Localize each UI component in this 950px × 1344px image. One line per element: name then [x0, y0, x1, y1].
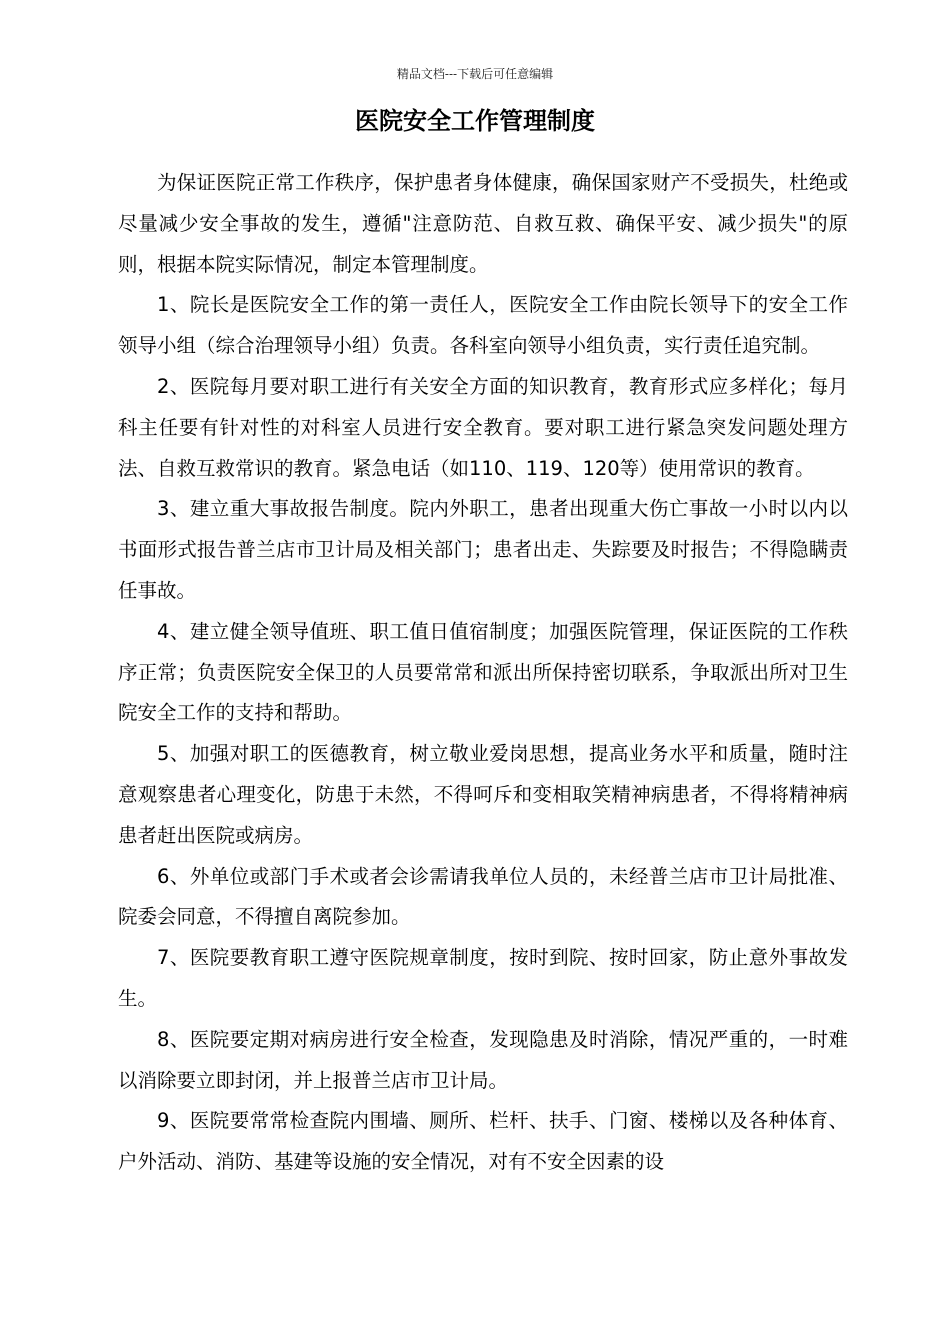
paragraph-item-9: 9、医院要常常检查院内围墙、厕所、栏杆、扶手、门窗、楼梯以及各种体育、户外活动、消防、基建等设施的安全情况，对有不安全因素的设 [118, 1109, 848, 1174]
document-body [118, 163, 848, 1183]
paragraph-item-3: 3、建立重大事故报告制度。院内外职工，患者出现重大伤亡事故一小时以内以书面形式报告普兰店市卫计局及相关部门；患者出走、失踪要及时报告；不得隐瞒责任事故。 [118, 497, 848, 602]
paragraph-intro: 为保证医院正常工作秩序，保护患者身体健康，确保国家财产不受损失，杜绝或尽量减少安全事故的发生，遵循"注意防范、自救互救、确保平安、减少损失"的原则，根据本院实际情况，制定本管理制度。 [118, 171, 848, 276]
paragraph-item-6: 6、外单位或部门手术或者会诊需请我单位人员的，未经普兰店市卫计局批准、院委会同意，不得擅自离院参加。 [118, 864, 848, 929]
header-note: 精品文档---下载后可任意编辑 [396, 67, 554, 81]
paragraph-item-7: 7、医院要教育职工遵守医院规章制度，按时到院、按时回家，防止意外事故发生。 [118, 946, 848, 1010]
paragraph-item-8: 8、医院要定期对病房进行安全检查，发现隐患及时消除，情况严重的，一时难以消除要立即封闭，并上报普兰店市卫计局。 [118, 1027, 848, 1092]
paragraph-item-5: 5、加强对职工的医德教育，树立敬业爱岗思想，提高业务水平和质量，随时注意观察患者心理变化，防患于未然，不得呵斥和变相取笑精神病患者，不得将精神病患者赶出医院或病房。 [118, 742, 848, 847]
paragraph-item-2: 2、医院每月要对职工进行有关安全方面的知识教育，教育形式应多样化；每月科主任要有针对性的对科室人员进行安全教育。要对职工进行紧急突发问题处理方法、自救互救常识的教育。紧急电话（如110、119、120等）使用常识的教育。 [118, 374, 848, 480]
paragraph-item-1: 1、院长是医院安全工作的第一责任人，医院安全工作由院长领导下的安全工作领导小组（综合治理领导小组）负责。各科室向领导小组负责，实行责任追究制。 [118, 293, 848, 358]
paragraph-item-4: 4、建立健全领导值班、职工值日值宿制度；加强医院管理，保证医院的工作秩序正常；负责医院安全保卫的人员要常常和派出所保持密切联系，争取派出所对卫生院安全工作的支持和帮助。 [118, 619, 848, 725]
document-title: 医院安全工作管理制度 [355, 107, 595, 135]
